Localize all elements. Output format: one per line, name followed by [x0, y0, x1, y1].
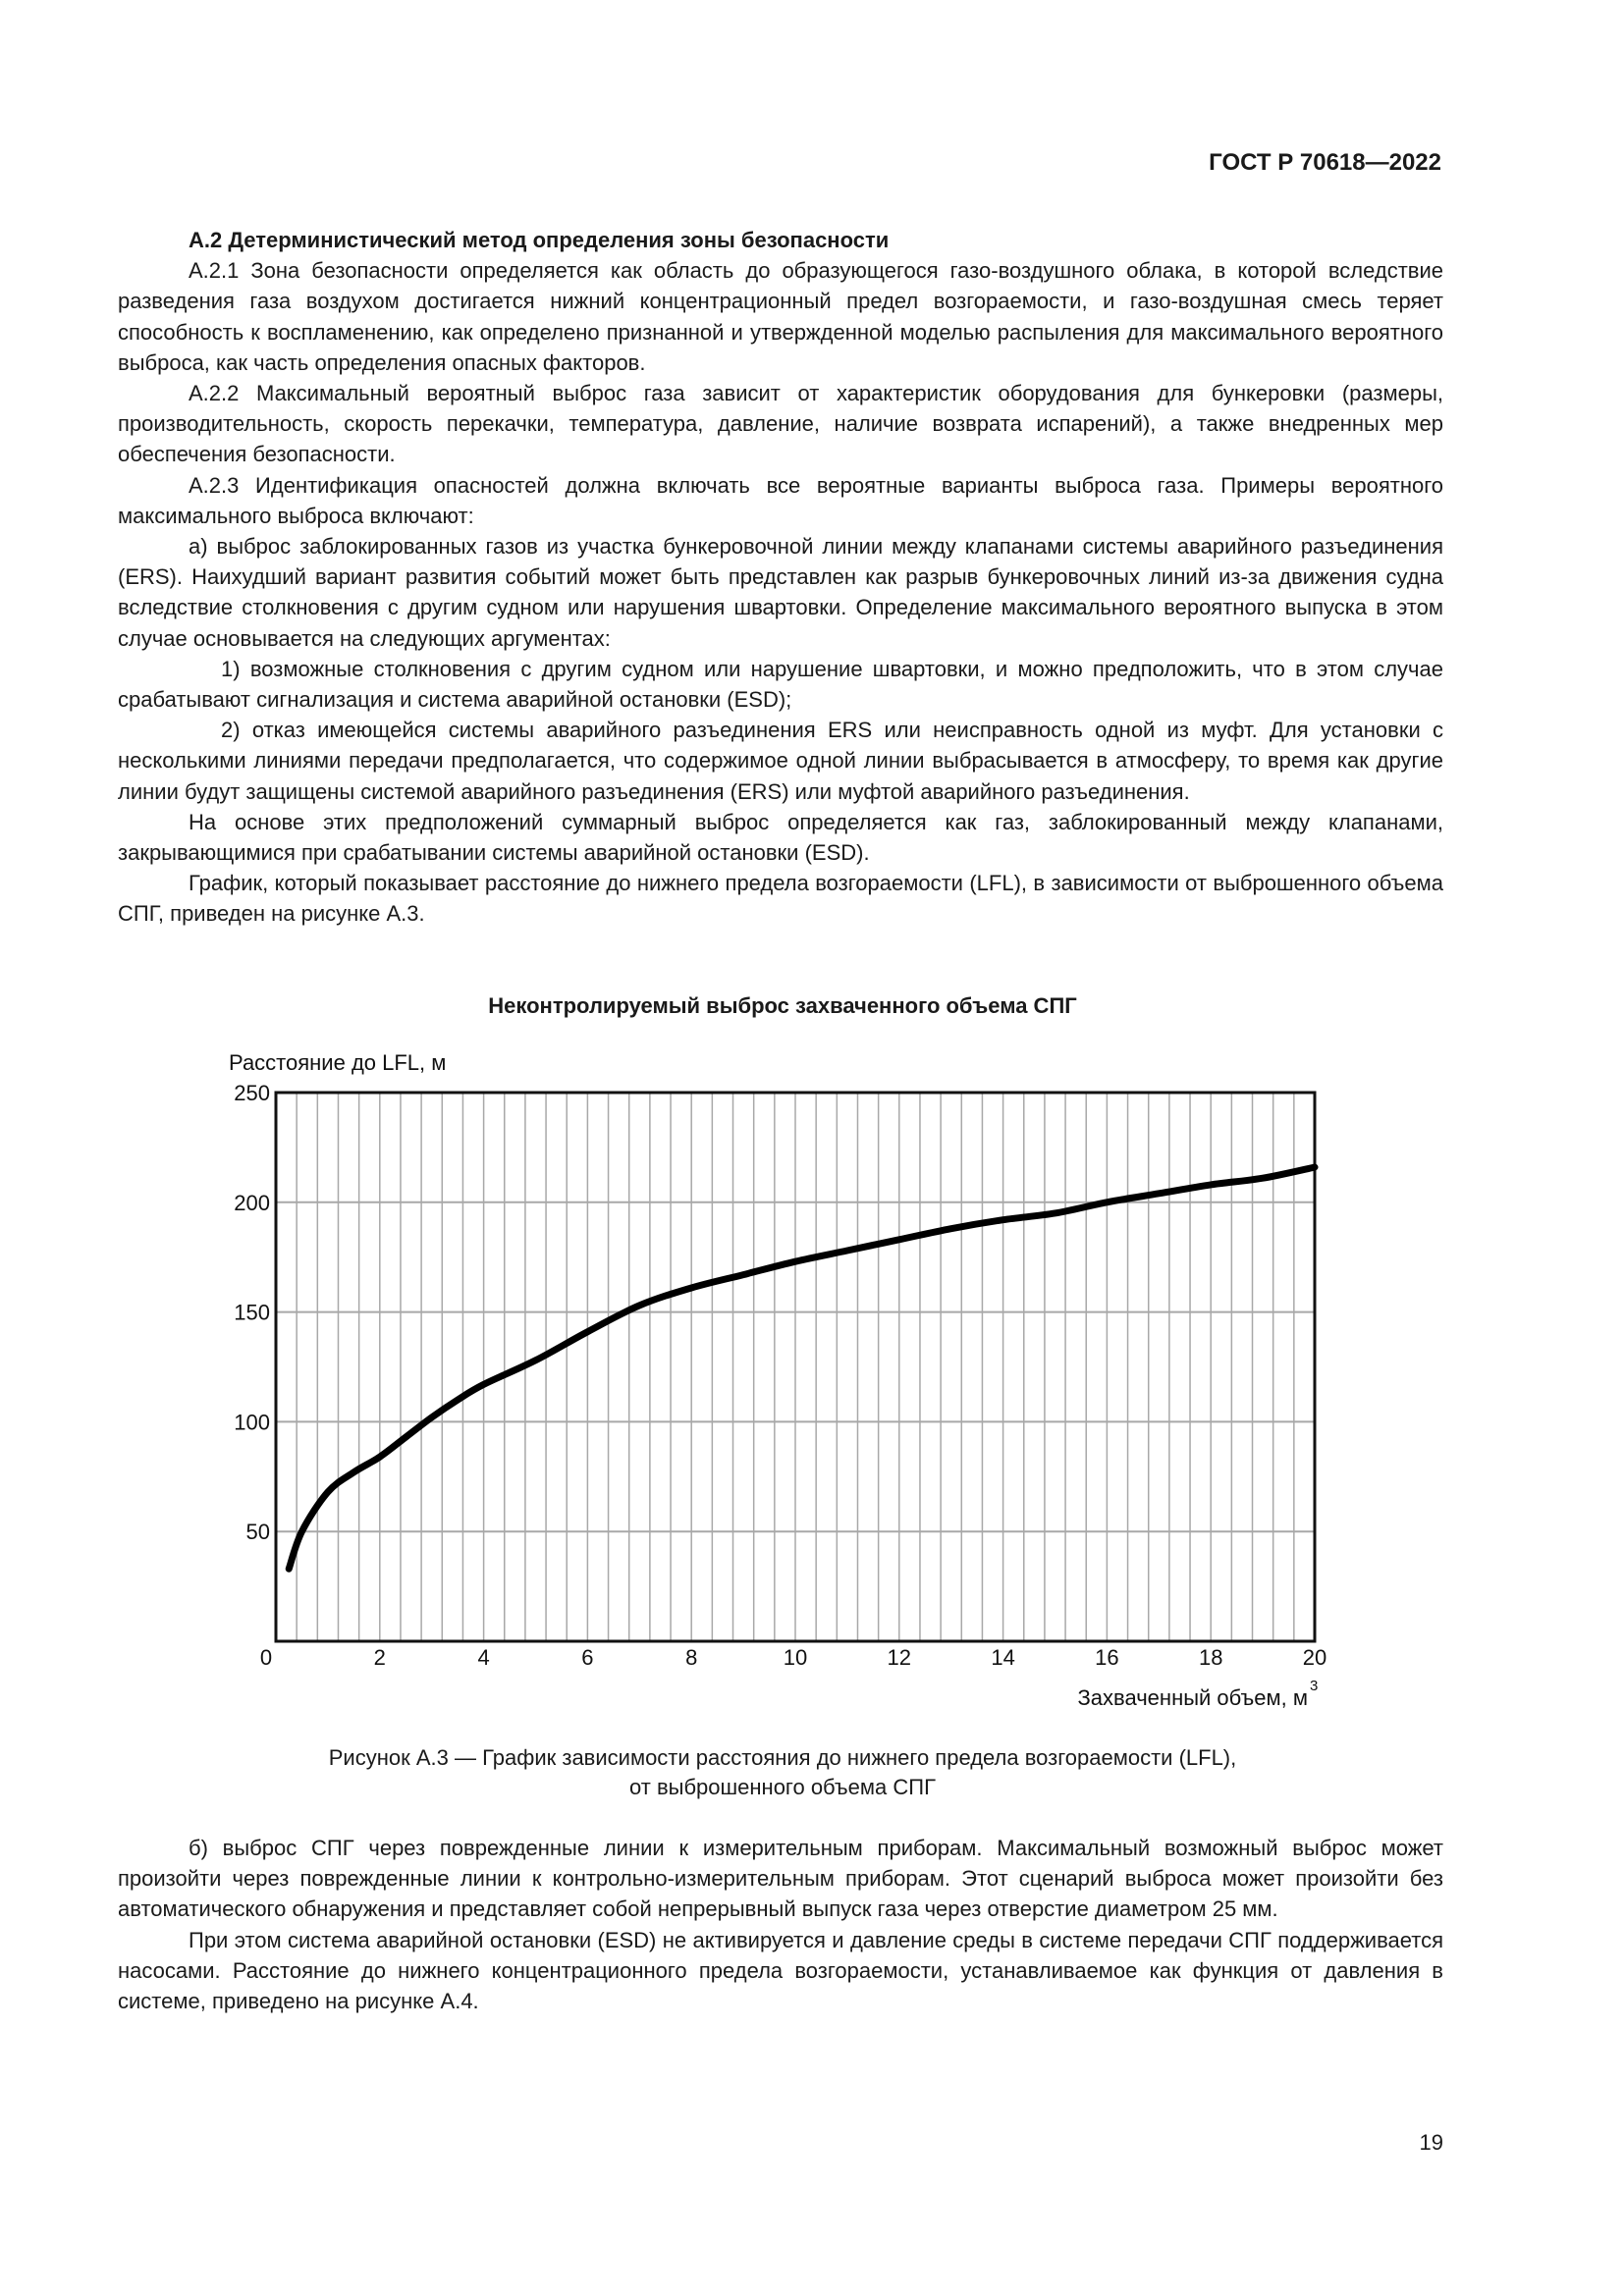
- x-tick-label: 16: [1095, 1645, 1119, 1670]
- x-axis-label: Захваченный объем, м: [1077, 1685, 1308, 1710]
- y-tick-label: 250: [234, 1081, 270, 1105]
- x-axis-label-superscript: 3: [1310, 1678, 1319, 1694]
- paragraph: А.2.1 Зона безопасности определяется как область до образующегося газо-воздушного облака, в которой вследствие разведения газа воздухом достигается нижний концентрационный предел возгораемости, и газо-воздушная смесь теряет способность к воспламенению, как определено признанной и утвержденной моделью распыления для максимального вероятного выброса, как часть определения опасных факторов.: [118, 258, 1443, 375]
- y-tick-label: 150: [234, 1300, 270, 1325]
- x-tick-label: 0: [259, 1645, 273, 1670]
- x-tick-label: 6: [581, 1645, 594, 1670]
- y-tick-label: 50: [245, 1520, 270, 1545]
- paragraph: а) выброс заблокированных газов из участка бункеровочной линии между клапанами системы аварийного разъединения (ERS). Наихудший вариант развития событий может быть представлен как разрыв бункеровочных линий из-за движения судна вследствие столкновения с другим судном или нарушения швартовки. Определение максимального вероятного выпуска в этом случае основывается на следующих аргументах:: [118, 534, 1443, 651]
- x-tick-label: 10: [783, 1645, 808, 1670]
- figure-caption: [118, 1743, 1447, 1802]
- x-tick-label: 12: [887, 1645, 912, 1670]
- paragraph: График, который показывает расстояние до нижнего предела возгораемости (LFL), в зависимости от выброшенного объема СПГ, приведен на рисунке А.3.: [118, 871, 1443, 927]
- paragraph: 2) отказ имеющейся системы аварийного разъединения ERS или неисправность одной из муфт. Для установки с несколькими линиями передачи предполагается, что содержимое одной линии выбрасывается в атмосферу, то время как другие линии будут защищены системой аварийного разъединения (ERS) или муфтой аварийного разъединения.: [118, 718, 1443, 804]
- y-tick-label: 200: [234, 1190, 270, 1215]
- paragraph: 1) возможные столкновения с другим судном или нарушение швартовки, и можно предположить, что в этом случае срабатывают сигнализация и система аварийной остановки (ESD);: [118, 656, 1443, 713]
- chart-title: Неконтролируемый выброс захваченного объема СПГ: [488, 993, 1077, 1018]
- page-number: 19: [1419, 2130, 1443, 2155]
- paragraph: При этом система аварийной остановки (ESD) не активируется и давление среды в системе передачи СПГ поддерживается насосами. Расстояние до нижнего концентрационного предела возгораемости, устанавливаемое как функция от давления в системе, приведено на рисунке А.4.: [118, 1927, 1443, 2014]
- after-body: [118, 1833, 1443, 2016]
- caption-line: от выброшенного объема СПГ: [629, 1775, 936, 1799]
- y-tick-label: 100: [234, 1410, 270, 1435]
- x-tick-label: 14: [991, 1645, 1015, 1670]
- x-tick-label: 2: [373, 1645, 386, 1670]
- paragraph: А.2.3 Идентификация опасностей должна включать все вероятные варианты выброса газа. Примеры вероятного максимального выброса включают:: [118, 472, 1443, 528]
- paragraph: На основе этих предположений суммарный выброс определяется как газ, заблокированный между клапанами, закрывающимися при срабатывании системы аварийной остановки (ESD).: [118, 809, 1443, 866]
- document-id: ГОСТ Р 70618—2022: [1209, 149, 1441, 176]
- paragraph: А.2.2 Максимальный вероятный выброс газа зависит от характеристик оборудования для бункеровки (размеры, производительность, скорость перекачки, температура, давление, наличие возврата испарений), а также внедренных мер обеспечения безопасности.: [118, 381, 1443, 467]
- paragraph: б) выброс СПГ через поврежденные линии к измерительным приборам. Максимальный возможный выброс может произойти через поврежденные линии к контрольно-измерительным приборам. Этот сценарий выброса может произойти без автоматического обнаружения и представляет собой непрерывный выпуск газа через отверстие диаметром 25 мм.: [118, 1836, 1443, 1922]
- y-axis-label: Расстояние до LFL, м: [229, 1050, 447, 1075]
- caption-line: Рисунок А.3 — График зависимости расстояния до нижнего предела возгораемости (LFL),: [328, 1745, 1237, 1770]
- x-tick-label: 8: [685, 1645, 698, 1670]
- x-tick-label: 18: [1198, 1645, 1223, 1670]
- section-heading: А.2 Детерминистический метод определения зоны безопасности: [189, 228, 890, 252]
- x-tick-label: 20: [1302, 1645, 1327, 1670]
- chart-grid: [276, 1093, 1315, 1641]
- x-tick-label: 4: [477, 1645, 490, 1670]
